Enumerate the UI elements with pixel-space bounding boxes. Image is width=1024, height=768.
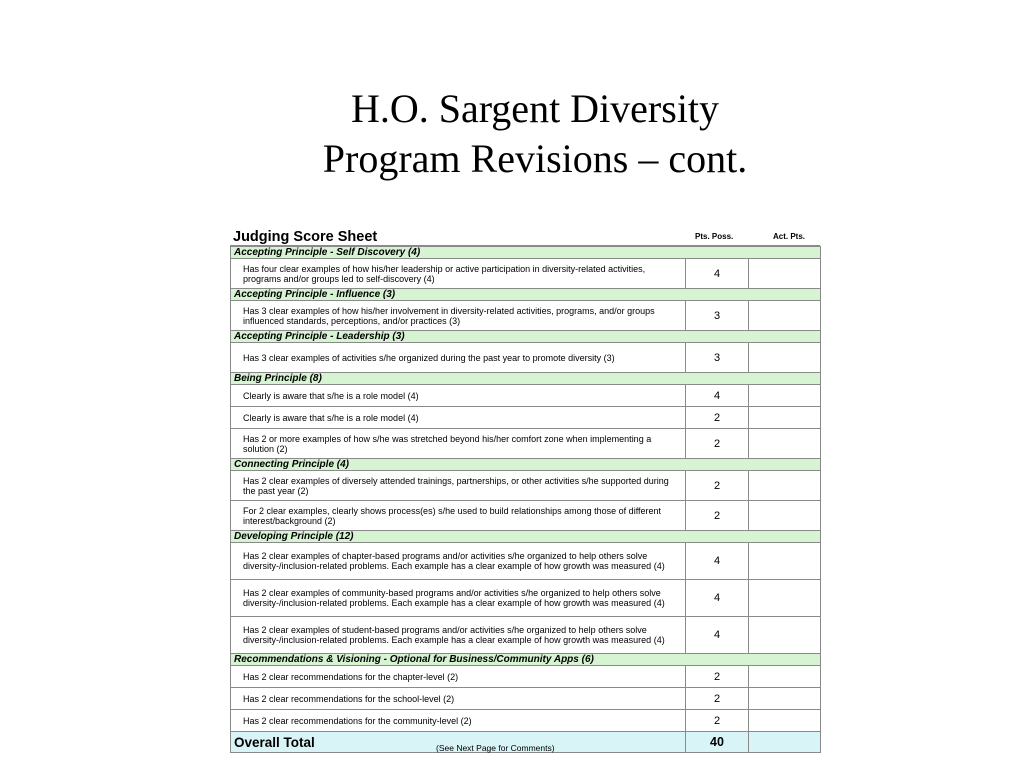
section-heading-row: [231, 654, 821, 666]
criterion-text: Has 2 clear recommendations for the school-level (2): [231, 688, 686, 710]
actual-points-cell[interactable]: [749, 543, 821, 580]
section-heading-row: [231, 289, 821, 301]
points-possible: 2: [686, 501, 749, 531]
criterion-text: Has 2 clear examples of chapter-based programs and/or activities s/he organized to help others solve diversity-/inclusion-related problems. Each example has a clear example of how growth was measured (4): [231, 543, 686, 580]
actual-points-cell[interactable]: [749, 580, 821, 617]
criterion-text: Has 2 clear recommendations for the community-level (2): [231, 710, 686, 732]
criterion-text: Has 2 clear examples of community-based programs and/or activities s/he organized to help others solve diversity-/inclusion-related problems. Each example has a clear example of how growth was measured (4): [231, 580, 686, 617]
score-sheet-header: [230, 229, 820, 246]
points-possible: 3: [686, 343, 749, 373]
section-heading-row: [231, 373, 821, 385]
points-possible: 4: [686, 543, 749, 580]
criterion-text: Has 2 or more examples of how s/he was stretched beyond his/her comfort zone when implementing a solution (2): [231, 429, 686, 459]
criterion-row: [231, 471, 821, 501]
total-label: Overall Total: [234, 734, 315, 750]
section-heading: Recommendations & Visioning - Optional for Business/Community Apps (6): [231, 654, 821, 666]
section-heading: Being Principle (8): [231, 373, 821, 385]
actual-points-cell[interactable]: [749, 407, 821, 429]
criterion-row: [231, 501, 821, 531]
points-possible: 4: [686, 580, 749, 617]
actual-points-cell[interactable]: [749, 710, 821, 732]
section-heading-row: [231, 459, 821, 471]
actual-points-header: Act. Pts.: [773, 232, 806, 241]
points-possible: 2: [686, 688, 749, 710]
points-possible-header: Pts. Poss.: [695, 232, 734, 241]
points-possible: 4: [686, 617, 749, 654]
criterion-text: Clearly is aware that s/he is a role model (4): [231, 385, 686, 407]
criterion-row: [231, 710, 821, 732]
criterion-row: [231, 666, 821, 688]
criterion-text: Clearly is aware that s/he is a role model (4): [231, 407, 686, 429]
criterion-row: [231, 259, 821, 289]
criterion-row: [231, 343, 821, 373]
criterion-text: Has 3 clear examples of how his/her involvement in diversity-related activities, programs, and/or groups influenced standards, perceptions, and/or practices (3): [231, 301, 686, 331]
criterion-text: Has 2 clear examples of diversely attended trainings, partnerships, or other activities s/he supported during the past year (2): [231, 471, 686, 501]
points-possible: 2: [686, 407, 749, 429]
actual-points-cell[interactable]: [749, 617, 821, 654]
section-heading: Accepting Principle - Leadership (3): [231, 331, 821, 343]
criterion-row: [231, 543, 821, 580]
total-actual-cell[interactable]: [749, 732, 821, 753]
criterion-row: [231, 301, 821, 331]
criterion-text: Has 2 clear recommendations for the chapter-level (2): [231, 666, 686, 688]
points-possible: 2: [686, 710, 749, 732]
section-heading: Accepting Principle - Influence (3): [231, 289, 821, 301]
points-possible: 2: [686, 471, 749, 501]
actual-points-cell[interactable]: [749, 385, 821, 407]
criterion-text: Has 2 clear examples of student-based programs and/or activities s/he organized to help others solve diversity-/inclusion-related problems. Each example has a clear example of how growth was measured (4): [231, 617, 686, 654]
section-heading: Connecting Principle (4): [231, 459, 821, 471]
slide-title-line-2: Program Revisions – cont.: [322, 136, 748, 181]
section-heading: Accepting Principle - Self Discovery (4): [231, 247, 821, 259]
actual-points-cell[interactable]: [749, 688, 821, 710]
slide-title-line-1: H.O. Sargent Diversity: [350, 86, 720, 131]
section-heading-row: [231, 331, 821, 343]
criterion-row: [231, 385, 821, 407]
section-heading-row: [231, 531, 821, 543]
criterion-row: [231, 688, 821, 710]
points-possible: 3: [686, 301, 749, 331]
criterion-text: Has four clear examples of how his/her leadership or active participation in diversity-related activities, programs and/or groups led to self-discovery (4): [231, 259, 686, 289]
points-possible: 2: [686, 666, 749, 688]
actual-points-cell[interactable]: [749, 259, 821, 289]
criterion-row: [231, 580, 821, 617]
total-points: 40: [686, 732, 749, 753]
criterion-text: Has 3 clear examples of activities s/he organized during the past year to promote diversity (3): [231, 343, 686, 373]
section-heading: Developing Principle (12): [231, 531, 821, 543]
score-table: [230, 246, 821, 753]
criterion-row: [231, 407, 821, 429]
criterion-row: [231, 617, 821, 654]
score-sheet: [230, 229, 820, 753]
score-sheet-title: Judging Score Sheet: [233, 229, 378, 245]
points-possible: 4: [686, 259, 749, 289]
points-possible: 2: [686, 429, 749, 459]
actual-points-cell[interactable]: [749, 343, 821, 373]
total-row: [231, 732, 821, 753]
actual-points-cell[interactable]: [749, 501, 821, 531]
slide-title: [0, 84, 1024, 184]
actual-points-cell[interactable]: [749, 301, 821, 331]
points-possible: 4: [686, 385, 749, 407]
actual-points-cell[interactable]: [749, 666, 821, 688]
criterion-row: [231, 429, 821, 459]
actual-points-cell[interactable]: [749, 429, 821, 459]
total-note: (See Next Page for Comments): [436, 743, 555, 753]
criterion-text: For 2 clear examples, clearly shows process(es) s/he used to build relationships among those of different interest/background (2): [231, 501, 686, 531]
actual-points-cell[interactable]: [749, 471, 821, 501]
section-heading-row: [231, 247, 821, 259]
total-label-cell: [231, 732, 686, 753]
